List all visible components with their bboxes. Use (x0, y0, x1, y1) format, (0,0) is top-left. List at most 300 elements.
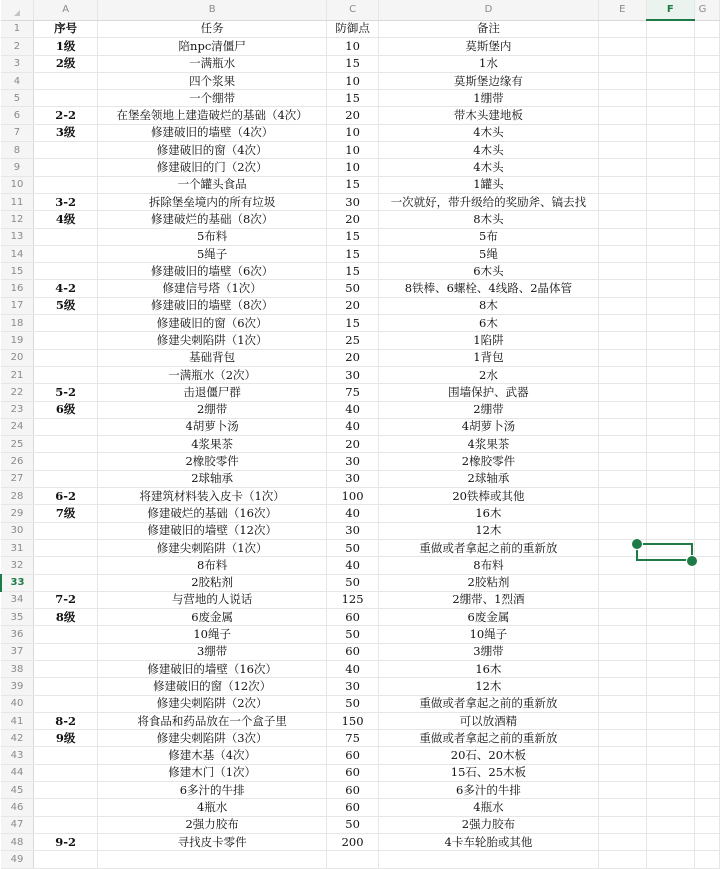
row-header[interactable]: 14 (1, 245, 33, 262)
cell-a[interactable] (33, 418, 98, 435)
cell-c[interactable]: 75 (326, 730, 378, 747)
cell-b[interactable]: 修建破烂的基础（8次） (98, 211, 326, 228)
cell-c[interactable]: 20 (326, 436, 378, 453)
cell-a[interactable]: 9级 (33, 730, 98, 747)
cell-e[interactable] (598, 660, 646, 677)
cell-b[interactable]: 修建木基（4次） (98, 747, 326, 764)
row-header[interactable]: 18 (1, 315, 33, 332)
cell-a[interactable] (33, 72, 98, 89)
cell-d[interactable]: 1绷带 (379, 90, 598, 107)
cell-e[interactable] (598, 20, 646, 38)
cell-d[interactable]: 6木头 (379, 263, 598, 280)
cell-e[interactable] (598, 505, 646, 522)
cell-f[interactable] (646, 643, 694, 660)
cell-f[interactable] (646, 55, 694, 72)
cell-d[interactable]: 15石、25木板 (379, 764, 598, 781)
cell-b[interactable]: 修建尖刺陷阱（2次） (98, 695, 326, 712)
cell-c[interactable]: 20 (326, 349, 378, 366)
cell-a[interactable] (33, 349, 98, 366)
cell-b[interactable]: 4胡萝卜汤 (98, 418, 326, 435)
cell-f[interactable] (646, 228, 694, 245)
cell-d[interactable]: 2绷带、1烈酒 (379, 591, 598, 608)
cell-d[interactable]: 16木 (379, 505, 598, 522)
row-header[interactable]: 38 (1, 660, 33, 677)
cell-g[interactable] (694, 678, 719, 695)
cell-g[interactable] (694, 159, 719, 176)
cell-b[interactable]: 四个浆果 (98, 72, 326, 89)
row-header[interactable]: 4 (1, 72, 33, 89)
cell-f[interactable] (646, 626, 694, 643)
row-header[interactable]: 34 (1, 591, 33, 608)
cell-f[interactable] (646, 591, 694, 608)
cell-a[interactable]: 4-2 (33, 280, 98, 297)
row-header[interactable]: 23 (1, 401, 33, 418)
cell-a[interactable]: 3级 (33, 124, 98, 141)
cell-c[interactable]: 10 (326, 72, 378, 89)
cell-g[interactable] (694, 643, 719, 660)
cell-a[interactable] (33, 764, 98, 781)
row-header[interactable]: 1 (1, 20, 33, 38)
cell-g[interactable] (694, 20, 719, 38)
row-header[interactable]: 37 (1, 643, 33, 660)
cell-b[interactable]: 10绳子 (98, 626, 326, 643)
selection-fill-handle[interactable] (686, 555, 698, 567)
cell-f[interactable] (646, 280, 694, 297)
cell-b[interactable]: 将建筑材料装入皮卡（1次） (98, 488, 326, 505)
cell-a[interactable] (33, 574, 98, 591)
cell-e[interactable] (598, 176, 646, 193)
cell-g[interactable] (694, 280, 719, 297)
cell-g[interactable] (694, 609, 719, 626)
cell-d[interactable]: 20石、20木板 (379, 747, 598, 764)
cell-e[interactable] (598, 764, 646, 781)
row-header[interactable]: 42 (1, 730, 33, 747)
cell-c[interactable]: 150 (326, 712, 378, 729)
cell-g[interactable] (694, 72, 719, 89)
cell-e[interactable] (598, 245, 646, 262)
row-header[interactable]: 41 (1, 712, 33, 729)
column-header-a[interactable]: A (33, 0, 98, 20)
cell-f[interactable] (646, 747, 694, 764)
cell-b[interactable]: 2强力胶布 (98, 816, 326, 833)
cell-f[interactable] (646, 782, 694, 799)
row-header[interactable]: 27 (1, 470, 33, 487)
cell-e[interactable] (598, 626, 646, 643)
cell-a[interactable] (33, 142, 98, 159)
cell-d[interactable]: 10绳子 (379, 626, 598, 643)
cell-f[interactable] (646, 245, 694, 262)
cell-b[interactable]: 修建破旧的墙壁（8次） (98, 297, 326, 314)
cell-e[interactable] (598, 522, 646, 539)
cell-g[interactable] (694, 470, 719, 487)
cell-a[interactable] (33, 176, 98, 193)
cell-a[interactable]: 4级 (33, 211, 98, 228)
cell-e[interactable] (598, 418, 646, 435)
cell-b[interactable]: 2橡胶零件 (98, 453, 326, 470)
cell-f[interactable] (646, 453, 694, 470)
cell-e[interactable] (598, 833, 646, 850)
cell-c[interactable]: 10 (326, 142, 378, 159)
cell-e[interactable] (598, 90, 646, 107)
cell-a[interactable]: 6级 (33, 401, 98, 418)
cell-a[interactable]: 8级 (33, 609, 98, 626)
cell-c[interactable]: 30 (326, 678, 378, 695)
cell-f[interactable] (646, 470, 694, 487)
column-header-f[interactable]: F (646, 0, 694, 20)
cell-g[interactable] (694, 764, 719, 781)
cell-a[interactable] (33, 747, 98, 764)
cell-c[interactable]: 20 (326, 211, 378, 228)
cell-f[interactable] (646, 20, 694, 38)
row-header[interactable]: 16 (1, 280, 33, 297)
cell-e[interactable] (598, 678, 646, 695)
cell-d[interactable]: 5绳 (379, 245, 598, 262)
cell-e[interactable] (598, 851, 646, 868)
cell-b[interactable]: 修建破旧的墙壁（4次） (98, 124, 326, 141)
cell-f[interactable] (646, 176, 694, 193)
cell-c[interactable]: 15 (326, 263, 378, 280)
cell-e[interactable] (598, 557, 646, 574)
cell-a[interactable]: 9-2 (33, 833, 98, 850)
cell-d[interactable]: 4胡萝卜汤 (379, 418, 598, 435)
cell-e[interactable] (598, 782, 646, 799)
cell-a[interactable] (33, 245, 98, 262)
cell-f[interactable] (646, 539, 694, 556)
cell-e[interactable] (598, 436, 646, 453)
cell-g[interactable] (694, 349, 719, 366)
cell-c[interactable]: 50 (326, 539, 378, 556)
cell-e[interactable] (598, 124, 646, 141)
cell-a[interactable] (33, 436, 98, 453)
cell-a[interactable] (33, 626, 98, 643)
cell-f[interactable] (646, 678, 694, 695)
cell-b[interactable]: 修建木门（1次） (98, 764, 326, 781)
cell-e[interactable] (598, 730, 646, 747)
cell-f[interactable] (646, 315, 694, 332)
cell-e[interactable] (598, 107, 646, 124)
cell-e[interactable] (598, 142, 646, 159)
cell-d[interactable]: 4浆果茶 (379, 436, 598, 453)
row-header[interactable]: 13 (1, 228, 33, 245)
cell-g[interactable] (694, 366, 719, 383)
cell-a[interactable] (33, 816, 98, 833)
cell-b[interactable]: 修建尖刺陷阱（1次） (98, 539, 326, 556)
cell-d[interactable]: 1罐头 (379, 176, 598, 193)
cell-c[interactable]: 100 (326, 488, 378, 505)
cell-e[interactable] (598, 280, 646, 297)
cell-a[interactable] (33, 660, 98, 677)
cell-g[interactable] (694, 626, 719, 643)
cell-c[interactable]: 30 (326, 453, 378, 470)
cell-d[interactable]: 12木 (379, 522, 598, 539)
cell-f[interactable] (646, 332, 694, 349)
cell-d[interactable]: 重做或者拿起之前的重新放 (379, 695, 598, 712)
cell-g[interactable] (694, 401, 719, 418)
cell-d[interactable]: 20铁棒或其他 (379, 488, 598, 505)
cell-a[interactable] (33, 851, 98, 868)
cell-e[interactable] (598, 384, 646, 401)
cell-f[interactable] (646, 366, 694, 383)
cell-f[interactable] (646, 574, 694, 591)
cell-d[interactable]: 1陷阱 (379, 332, 598, 349)
cell-g[interactable] (694, 488, 719, 505)
cell-d[interactable]: 16木 (379, 660, 598, 677)
cell-g[interactable] (694, 384, 719, 401)
cell-g[interactable] (694, 55, 719, 72)
cell-b[interactable]: 修建破旧的窗（12次） (98, 678, 326, 695)
cell-b[interactable]: 修建破旧的门（2次） (98, 159, 326, 176)
row-header[interactable]: 25 (1, 436, 33, 453)
row-header[interactable]: 40 (1, 695, 33, 712)
cell-f[interactable] (646, 436, 694, 453)
cell-a[interactable] (33, 263, 98, 280)
cell-a[interactable]: 7级 (33, 505, 98, 522)
cell-c[interactable]: 75 (326, 384, 378, 401)
cell-e[interactable] (598, 315, 646, 332)
column-header-b[interactable]: B (98, 0, 326, 20)
row-header[interactable]: 17 (1, 297, 33, 314)
column-header-d[interactable]: D (379, 0, 598, 20)
cell-f[interactable] (646, 142, 694, 159)
cell-f[interactable] (646, 38, 694, 55)
cell-f[interactable] (646, 764, 694, 781)
cell-e[interactable] (598, 488, 646, 505)
cell-b[interactable]: 基础背包 (98, 349, 326, 366)
cell-f[interactable] (646, 401, 694, 418)
cell-g[interactable] (694, 193, 719, 210)
cell-b[interactable]: 5布料 (98, 228, 326, 245)
cell-b[interactable]: 修建信号塔（1次） (98, 280, 326, 297)
cell-d[interactable]: 5布 (379, 228, 598, 245)
cell-d[interactable]: 8布料 (379, 557, 598, 574)
cell-c[interactable]: 50 (326, 280, 378, 297)
cell-b[interactable]: 4浆果茶 (98, 436, 326, 453)
cell-a[interactable]: 5级 (33, 297, 98, 314)
cell-c[interactable]: 10 (326, 124, 378, 141)
cell-g[interactable] (694, 505, 719, 522)
cell-d[interactable]: 8木 (379, 297, 598, 314)
cell-f[interactable] (646, 72, 694, 89)
row-header[interactable]: 20 (1, 349, 33, 366)
cell-g[interactable] (694, 245, 719, 262)
cell-g[interactable] (694, 297, 719, 314)
row-header[interactable]: 3 (1, 55, 33, 72)
cell-f[interactable] (646, 609, 694, 626)
cell-c[interactable]: 10 (326, 38, 378, 55)
column-header-e[interactable]: E (598, 0, 646, 20)
cell-e[interactable] (598, 366, 646, 383)
cell-d[interactable]: 3绷带 (379, 643, 598, 660)
cell-d[interactable]: 6多汁的牛排 (379, 782, 598, 799)
cell-a[interactable] (33, 643, 98, 660)
cell-g[interactable] (694, 263, 719, 280)
cell-a[interactable] (33, 470, 98, 487)
cell-a[interactable] (33, 332, 98, 349)
cell-c[interactable]: 40 (326, 401, 378, 418)
cell-f[interactable] (646, 695, 694, 712)
cell-b[interactable]: 修建尖刺陷阱（1次） (98, 332, 326, 349)
cell-c[interactable]: 60 (326, 643, 378, 660)
cell-a[interactable] (33, 228, 98, 245)
cell-e[interactable] (598, 349, 646, 366)
cell-b[interactable]: 击退僵尸群 (98, 384, 326, 401)
cell-c[interactable]: 10 (326, 159, 378, 176)
row-header[interactable]: 8 (1, 142, 33, 159)
cell-a[interactable] (33, 695, 98, 712)
cell-c[interactable]: 200 (326, 833, 378, 850)
cell-f[interactable] (646, 263, 694, 280)
cell-d[interactable]: 4瓶水 (379, 799, 598, 816)
row-header[interactable]: 21 (1, 366, 33, 383)
cell-d[interactable]: 8铁棒、6螺栓、4线路、2晶体管 (379, 280, 598, 297)
cell-a[interactable]: 3-2 (33, 193, 98, 210)
cell-g[interactable] (694, 124, 719, 141)
cell-g[interactable] (694, 660, 719, 677)
cell-d[interactable]: 带木头建地板 (379, 107, 598, 124)
cell-d[interactable]: 一次就好，带升级给的奖励斧、镐去找 (379, 193, 598, 210)
row-header[interactable]: 15 (1, 263, 33, 280)
cell-d[interactable]: 备注 (379, 20, 598, 38)
cell-e[interactable] (598, 263, 646, 280)
cell-b[interactable]: 2绷带 (98, 401, 326, 418)
cell-c[interactable] (326, 851, 378, 868)
cell-d[interactable]: 莫斯堡内 (379, 38, 598, 55)
cell-g[interactable] (694, 107, 719, 124)
cell-b[interactable]: 2球轴承 (98, 470, 326, 487)
cell-g[interactable] (694, 418, 719, 435)
select-all-corner[interactable] (1, 0, 33, 20)
cell-e[interactable] (598, 401, 646, 418)
cell-g[interactable] (694, 574, 719, 591)
row-header[interactable]: 5 (1, 90, 33, 107)
cell-d[interactable]: 12木 (379, 678, 598, 695)
cell-f[interactable] (646, 816, 694, 833)
cell-b[interactable]: 修建破烂的基础（16次） (98, 505, 326, 522)
cell-c[interactable]: 15 (326, 176, 378, 193)
row-header[interactable]: 9 (1, 159, 33, 176)
row-header[interactable]: 28 (1, 488, 33, 505)
cell-e[interactable] (598, 695, 646, 712)
cell-c[interactable]: 15 (326, 228, 378, 245)
cell-g[interactable] (694, 228, 719, 245)
row-header[interactable]: 29 (1, 505, 33, 522)
cell-e[interactable] (598, 211, 646, 228)
row-header[interactable]: 47 (1, 816, 33, 833)
row-header[interactable]: 46 (1, 799, 33, 816)
cell-d[interactable]: 4木头 (379, 159, 598, 176)
cell-g[interactable] (694, 436, 719, 453)
cell-b[interactable]: 一满瓶水 (98, 55, 326, 72)
cell-b[interactable]: 4瓶水 (98, 799, 326, 816)
cell-g[interactable] (694, 522, 719, 539)
cell-d[interactable]: 重做或者拿起之前的重新放 (379, 730, 598, 747)
cell-f[interactable] (646, 833, 694, 850)
selection-start-handle[interactable] (631, 538, 643, 550)
row-header[interactable]: 35 (1, 609, 33, 626)
cell-e[interactable] (598, 591, 646, 608)
cell-e[interactable] (598, 574, 646, 591)
cell-d[interactable]: 6木 (379, 315, 598, 332)
cell-d[interactable]: 重做或者拿起之前的重新放 (379, 539, 598, 556)
cell-d[interactable]: 莫斯堡边缘有 (379, 72, 598, 89)
cell-g[interactable] (694, 730, 719, 747)
cell-c[interactable]: 125 (326, 591, 378, 608)
cell-g[interactable] (694, 315, 719, 332)
cell-a[interactable]: 2级 (33, 55, 98, 72)
cell-c[interactable]: 60 (326, 609, 378, 626)
cell-d[interactable]: 6废金属 (379, 609, 598, 626)
cell-d[interactable]: 8木头 (379, 211, 598, 228)
cell-c[interactable]: 15 (326, 315, 378, 332)
row-header[interactable]: 2 (1, 38, 33, 55)
cell-e[interactable] (598, 332, 646, 349)
column-header-c[interactable]: C (326, 0, 378, 20)
cell-f[interactable] (646, 505, 694, 522)
cell-b[interactable]: 与营地的人说话 (98, 591, 326, 608)
cell-c[interactable]: 50 (326, 816, 378, 833)
cell-b[interactable]: 5绳子 (98, 245, 326, 262)
cell-c[interactable]: 25 (326, 332, 378, 349)
cell-f[interactable] (646, 418, 694, 435)
cell-f[interactable] (646, 349, 694, 366)
row-header[interactable]: 12 (1, 211, 33, 228)
cell-d[interactable]: 2胶粘剂 (379, 574, 598, 591)
cell-d[interactable]: 可以放酒精 (379, 712, 598, 729)
row-header[interactable]: 26 (1, 453, 33, 470)
cell-a[interactable]: 1级 (33, 38, 98, 55)
cell-a[interactable]: 5-2 (33, 384, 98, 401)
cell-f[interactable] (646, 193, 694, 210)
cell-a[interactable]: 2-2 (33, 107, 98, 124)
cell-b[interactable]: 一个绷带 (98, 90, 326, 107)
cell-b[interactable]: 一个罐头食品 (98, 176, 326, 193)
cell-a[interactable] (33, 90, 98, 107)
row-header[interactable]: 36 (1, 626, 33, 643)
cell-f[interactable] (646, 211, 694, 228)
cell-g[interactable] (694, 142, 719, 159)
cell-g[interactable] (694, 539, 719, 556)
cell-a[interactable] (33, 799, 98, 816)
cell-g[interactable] (694, 453, 719, 470)
cell-d[interactable]: 1水 (379, 55, 598, 72)
cell-d[interactable]: 2球轴承 (379, 470, 598, 487)
cell-b[interactable]: 陪npc清僵尸 (98, 38, 326, 55)
cell-b[interactable]: 拆除堡垒境内的所有垃圾 (98, 193, 326, 210)
cell-c[interactable]: 60 (326, 782, 378, 799)
cell-f[interactable] (646, 522, 694, 539)
cell-c[interactable]: 60 (326, 764, 378, 781)
row-header[interactable]: 10 (1, 176, 33, 193)
cell-e[interactable] (598, 816, 646, 833)
cell-d[interactable] (379, 851, 598, 868)
cell-a[interactable]: 6-2 (33, 488, 98, 505)
row-header[interactable]: 49 (1, 851, 33, 868)
cell-e[interactable] (598, 38, 646, 55)
cell-c[interactable]: 60 (326, 747, 378, 764)
cell-a[interactable] (33, 557, 98, 574)
cell-c[interactable]: 50 (326, 574, 378, 591)
cell-c[interactable]: 50 (326, 695, 378, 712)
cell-b[interactable]: 修建破旧的墙壁（16次） (98, 660, 326, 677)
cell-a[interactable] (33, 366, 98, 383)
cell-b[interactable]: 将食品和药品放在一个盒子里 (98, 712, 326, 729)
cell-g[interactable] (694, 90, 719, 107)
cell-a[interactable] (33, 453, 98, 470)
row-header[interactable]: 11 (1, 193, 33, 210)
cell-d[interactable]: 2强力胶布 (379, 816, 598, 833)
cell-b[interactable]: 3绷带 (98, 643, 326, 660)
cell-e[interactable] (598, 55, 646, 72)
